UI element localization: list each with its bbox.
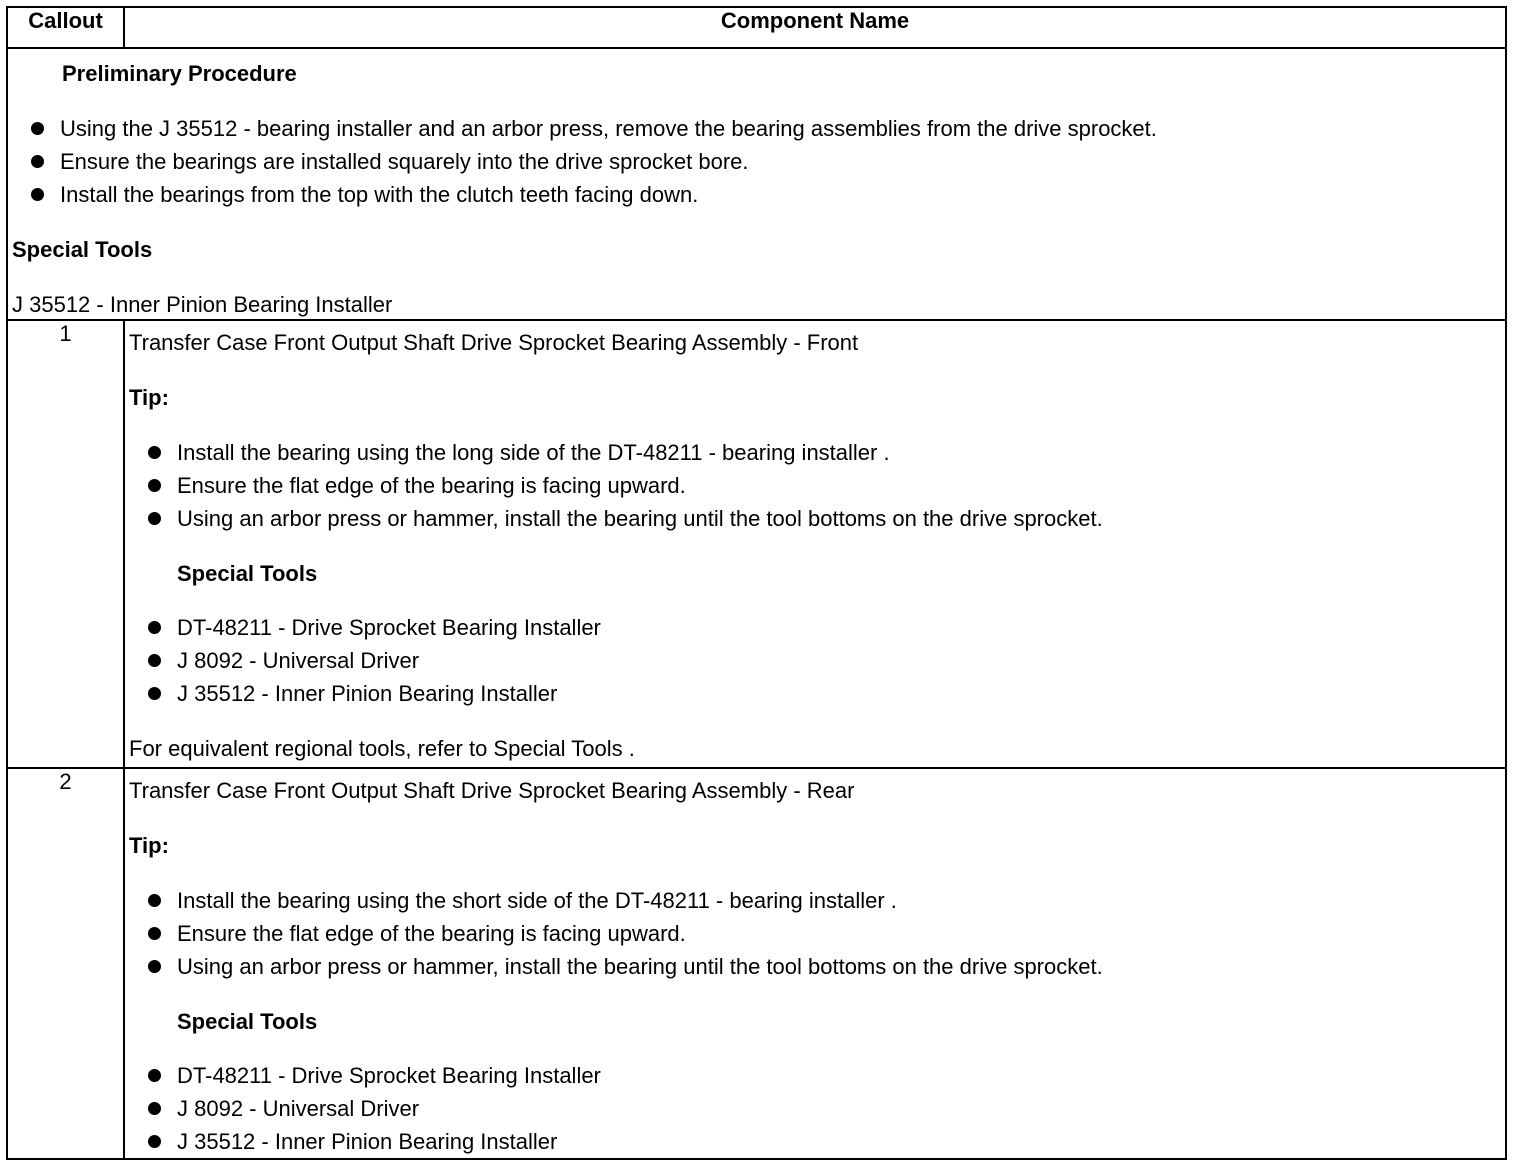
bullet-icon	[148, 894, 161, 907]
component-cell	[124, 768, 1506, 1159]
bullet-icon	[148, 960, 161, 973]
bullet-icon	[148, 687, 161, 700]
special-tools-label: Special Tools	[177, 1009, 318, 1034]
list-item: Using an arbor press or hammer, install the bearing until the tool bottoms on the drive sprocket.	[145, 950, 1103, 983]
header-component-name: Component Name	[124, 7, 1506, 48]
special-tools-label: Special Tools	[177, 561, 318, 586]
tip-list	[145, 436, 1103, 535]
preliminary-steps	[28, 112, 1157, 211]
component-table	[6, 6, 1507, 1160]
bullet-icon	[148, 479, 161, 492]
tip-label: Tip:	[129, 385, 169, 410]
list-item: J 8092 - Universal Driver	[145, 644, 601, 677]
list-item: Install the bearing using the short side of the DT-48211 - bearing installer .	[145, 884, 1103, 917]
tip-label: Tip:	[129, 833, 169, 858]
table-header-row	[7, 7, 1506, 48]
list-item: Using an arbor press or hammer, install the bearing until the tool bottoms on the drive sprocket.	[145, 502, 1103, 535]
tools-list	[145, 1059, 601, 1158]
table-row	[7, 768, 1506, 1159]
bullet-icon	[31, 188, 44, 201]
bullet-icon	[148, 1102, 161, 1115]
list-item: Using the J 35512 - bearing installer and an arbor press, remove the bearing assemblies from the drive sprocket.	[28, 112, 1157, 145]
preliminary-row	[7, 48, 1506, 320]
special-tools-label: Special Tools	[12, 237, 153, 262]
tools-list	[145, 611, 601, 710]
bullet-icon	[148, 1069, 161, 1082]
list-item: Install the bearings from the top with the clutch teeth facing down.	[28, 178, 1157, 211]
footnote: For equivalent regional tools, refer to Special Tools .	[129, 736, 635, 761]
bullet-icon	[148, 654, 161, 667]
bullet-icon	[148, 927, 161, 940]
component-name: Transfer Case Front Output Shaft Drive Sprocket Bearing Assembly - Rear	[129, 778, 855, 803]
bullet-icon	[148, 621, 161, 634]
list-item: Ensure the flat edge of the bearing is facing upward.	[145, 917, 1103, 950]
header-callout: Callout	[7, 7, 124, 48]
list-item: J 8092 - Universal Driver	[145, 1092, 601, 1125]
list-item: Ensure the flat edge of the bearing is facing upward.	[145, 469, 1103, 502]
list-item: Ensure the bearings are installed squarely into the drive sprocket bore.	[28, 145, 1157, 178]
bullet-icon	[31, 122, 44, 135]
bullet-icon	[148, 1135, 161, 1148]
special-tool-text: J 35512 - Inner Pinion Bearing Installer	[12, 292, 393, 317]
list-item: DT-48211 - Drive Sprocket Bearing Installer	[145, 1059, 601, 1092]
preliminary-cell	[7, 48, 1506, 320]
callout-number: 1	[7, 320, 124, 768]
bullet-icon	[31, 155, 44, 168]
table-row	[7, 320, 1506, 768]
component-name: Transfer Case Front Output Shaft Drive Sprocket Bearing Assembly - Front	[129, 330, 859, 355]
list-item: Install the bearing using the long side of the DT-48211 - bearing installer .	[145, 436, 1103, 469]
list-item: J 35512 - Inner Pinion Bearing Installer	[145, 1125, 601, 1158]
tip-list	[145, 884, 1103, 983]
bullet-icon	[148, 512, 161, 525]
list-item: J 35512 - Inner Pinion Bearing Installer	[145, 677, 601, 710]
list-item: DT-48211 - Drive Sprocket Bearing Installer	[145, 611, 601, 644]
bullet-icon	[148, 446, 161, 459]
preliminary-title: Preliminary Procedure	[62, 61, 297, 86]
component-cell	[124, 320, 1506, 768]
callout-number: 2	[7, 768, 124, 1159]
